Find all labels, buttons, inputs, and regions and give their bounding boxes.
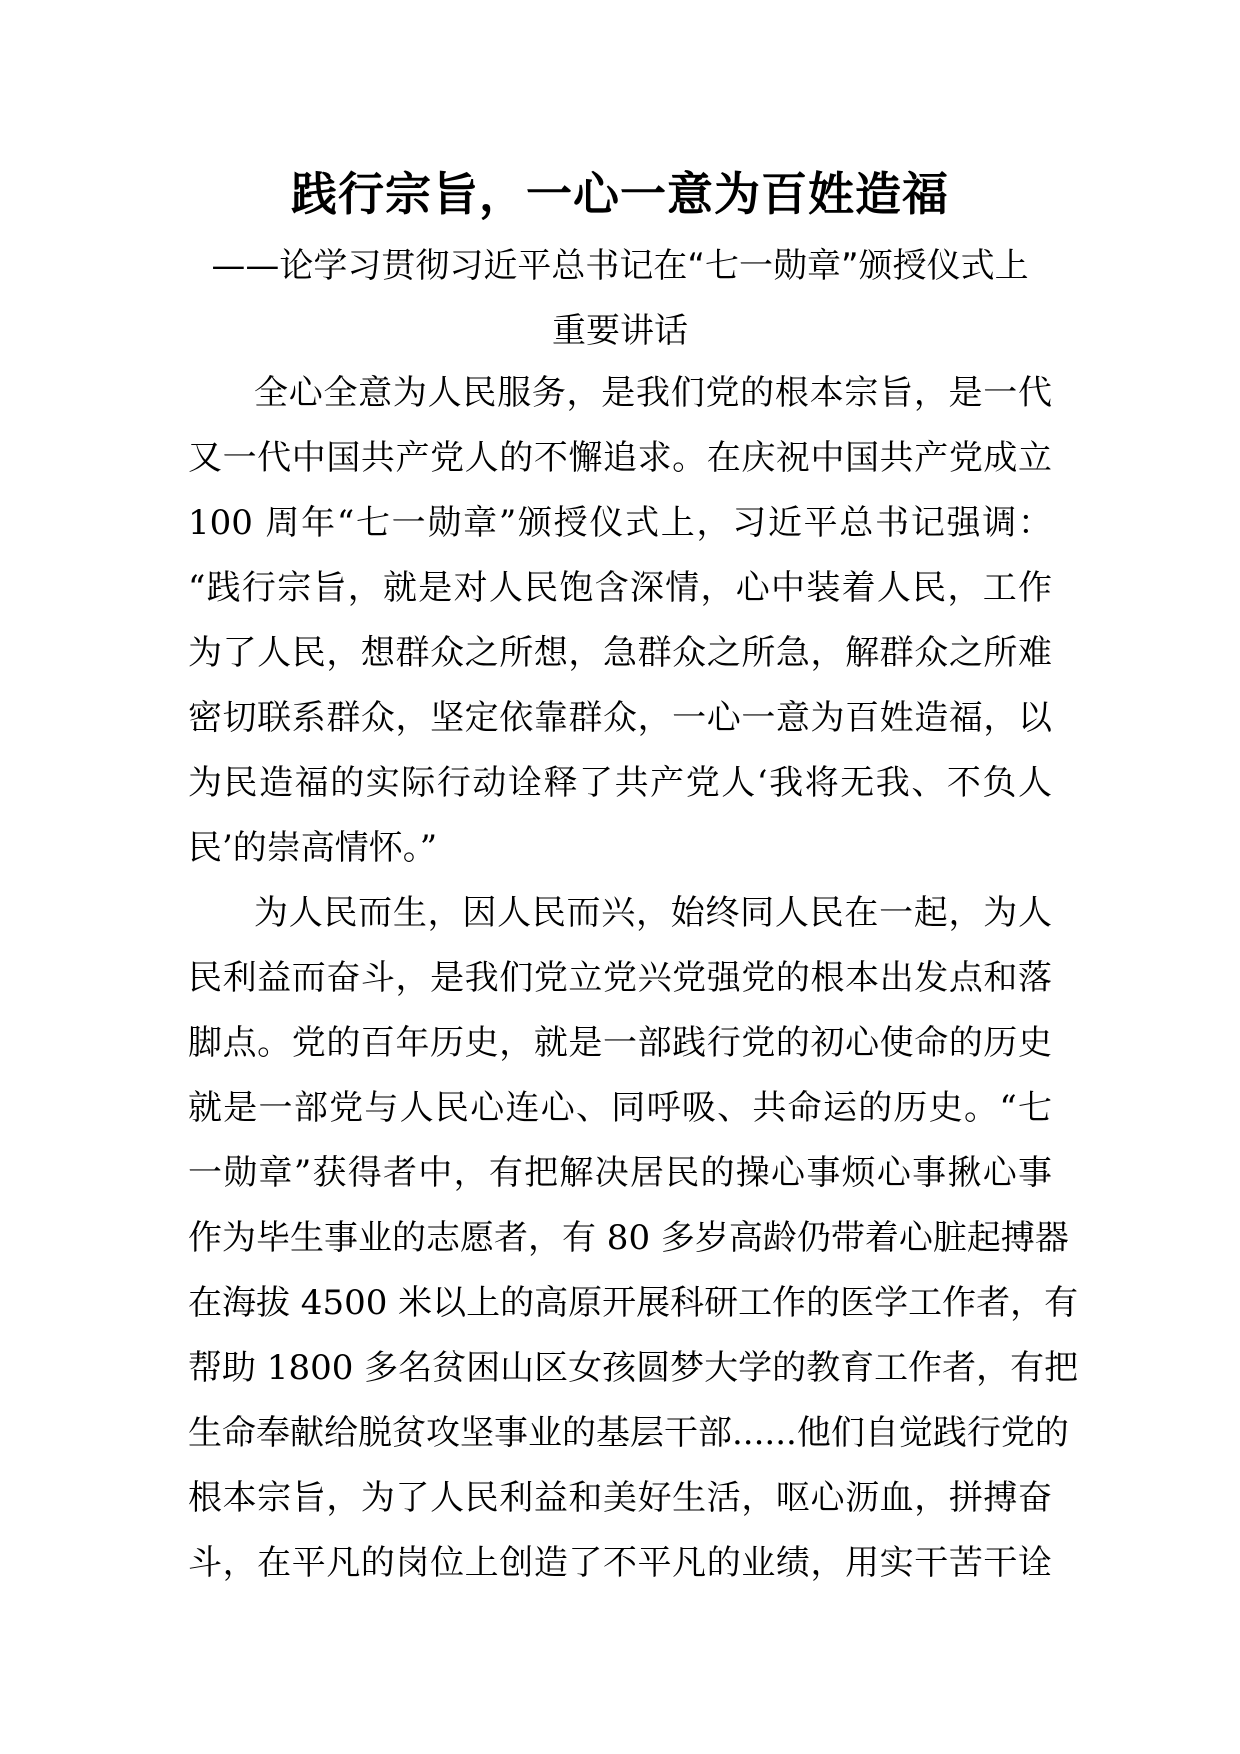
- paragraph-2: [188, 881, 1079, 1596]
- text-line: 脚点。党的百年历史，就是一部践行党的初心使命的历史: [188, 1023, 1052, 1063]
- text-line: 100 周年“七一勋章”颁授仪式上，习近平总书记强调：: [188, 503, 1052, 543]
- text-line: 为人民而生，因人民而兴，始终同人民在一起，为人: [254, 893, 1052, 933]
- text-line: 作为毕生事业的志愿者，有 80 多岁高龄仍带着心脏起搏器: [188, 1218, 1069, 1258]
- text-line: 帮助 1800 多名贫困山区女孩圆梦大学的教育工作者，有把: [188, 1348, 1079, 1388]
- subtitle-line: ——论学习贯彻习近平总书记在“七一勋章”颁授仪式上: [211, 246, 1029, 286]
- text-line: 就是一部党与人民心连心、同呼吸、共命运的历史。“七: [188, 1088, 1052, 1128]
- text-line: 为民造福的实际行动诠释了共产党人‘我将无我、不负人: [188, 763, 1052, 803]
- document-subtitle: [188, 234, 1052, 364]
- text-line: 生命奉献给脱贫攻坚事业的基层干部......他们自觉践行党的: [188, 1413, 1069, 1453]
- text-line: 斗，在平凡的岗位上创造了不平凡的业绩，用实干苦干诠: [188, 1543, 1052, 1583]
- text-line: “践行宗旨，就是对人民饱含深情，心中装着人民，工作: [188, 568, 1052, 608]
- paragraph-1: [188, 361, 1052, 881]
- text-line: 民’的崇高情怀。”: [188, 828, 438, 868]
- text-line: 全心全意为人民服务，是我们党的根本宗旨，是一代: [254, 373, 1052, 413]
- text-line: 又一代中国共产党人的不懈追求。在庆祝中国共产党成立: [188, 438, 1052, 478]
- document-title: 践行宗旨，一心一意为百姓造福: [291, 167, 949, 221]
- text-line: 密切联系群众，坚定依靠群众，一心一意为百姓造福，以: [188, 698, 1052, 738]
- text-line: 根本宗旨，为了人民利益和美好生活，呕心沥血，拼搏奋: [188, 1478, 1052, 1518]
- text-line: 在海拔 4500 米以上的高原开展科研工作的医学工作者，有: [188, 1283, 1079, 1323]
- document-body: [188, 361, 1079, 1596]
- subtitle-line: 重要讲话: [552, 311, 688, 351]
- text-line: 为了人民，想群众之所想，急群众之所急，解群众之所难: [188, 633, 1052, 673]
- text-line: 一勋章”获得者中，有把解决居民的操心事烦心事揪心事: [188, 1153, 1052, 1193]
- text-line: 民利益而奋斗，是我们党立党兴党强党的根本出发点和落: [188, 958, 1052, 998]
